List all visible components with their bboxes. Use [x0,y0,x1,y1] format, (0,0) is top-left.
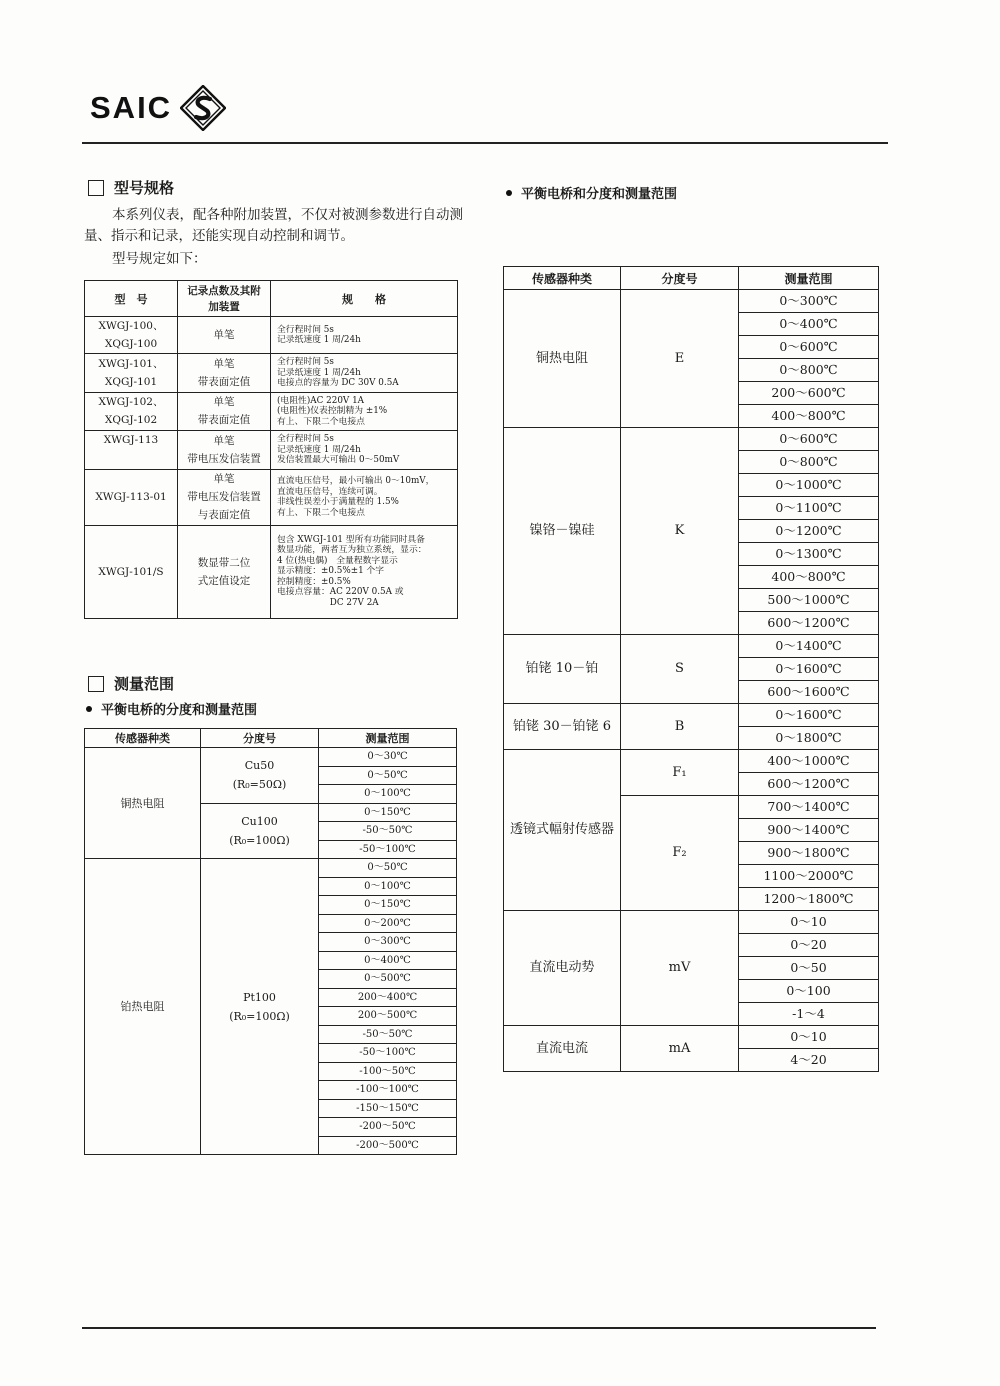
range-cell: 0～300℃ [319,933,457,952]
device-cell: 单笔 带表面定值 [178,392,271,431]
range-cell: 600～1200℃ [739,773,879,796]
spec-cell: 全行程时间 5s 记录纸速度 1 周/24h 电接点的容量为 DC 30V 0.5A [271,354,458,393]
square-checkbox-icon [88,180,104,196]
section-title-text: 测量范围 [114,675,175,693]
range-cell: 0～1200℃ [739,520,879,543]
table-row [504,1026,879,1049]
range-cell: 400～800℃ [739,405,879,428]
range-cell: 0～100 [739,980,879,1003]
range-cell: 200～500℃ [319,1007,457,1026]
model-cell: XWGJ-101、 XQGJ-101 [85,354,178,393]
range-cell: 0～800℃ [739,451,879,474]
table-row [85,525,458,618]
range-cell: 0～300℃ [739,290,879,313]
header-spec: 规 格 [271,281,458,317]
range-cell: 400～1000℃ [739,750,879,773]
range-cell: 0～800℃ [739,359,879,382]
header-range: 测量范围 [319,729,457,748]
range-cell: 0～1000℃ [739,474,879,497]
section-measure-range-title [88,673,174,694]
header-model: 型 号 [85,281,178,317]
intro-paragraph: 本系列仪表，配各种附加装置，不仅对被测参数进行自动测量、指示和记录，还能实现自动控制和调节。 [84,207,463,244]
range-cell: 0～50℃ [319,859,457,878]
index-cell: Pt100 (R₀=100Ω) [201,859,319,1155]
table-row [504,290,879,313]
range-cell: 0～1100℃ [739,497,879,520]
range-cell: -50～50℃ [319,822,457,841]
range-cell: 700～1400℃ [739,796,879,819]
range-cell: 0～1300℃ [739,543,879,566]
table-row [85,431,458,470]
bullet-dot-icon [86,706,92,712]
square-checkbox-icon [88,676,104,692]
range-cell: 900～1400℃ [739,819,879,842]
table-row [85,392,458,431]
range-cell: 0～30℃ [319,748,457,767]
range-cell: 0～100℃ [319,877,457,896]
model-cell: XWGJ-100、 XQGJ-100 [85,317,178,354]
index-cell: Cu50 (R₀=50Ω) [201,748,319,804]
right-range-table [503,266,879,1072]
spec-cell: 直流电压信号，最小可输出 0～10mV， 直流电压信号，连续可调。 非线性误差小于满量程的 1.5% 有上、下限二个电接点 [271,469,458,525]
range-cell: 0～100℃ [319,785,457,804]
range-cell: 0～600℃ [739,336,879,359]
range-cell: 0～10 [739,911,879,934]
range-cell: 0～500℃ [319,970,457,989]
sensor-type-cell: 铂铑 10－铂 [504,635,621,704]
range-cell: 0～1600℃ [739,704,879,727]
spec-cell: 全行程时间 5s 记录纸速度 1 周/24h [271,317,458,354]
header-logo [90,86,226,130]
range-cell: 0～1600℃ [739,658,879,681]
saic-diamond-s-logo-icon [180,85,226,131]
table-row [85,859,457,878]
range-cell: -100～100℃ [319,1081,457,1100]
range-cell: 600～1200℃ [739,612,879,635]
header-range: 测量范围 [739,267,879,290]
range-cell: 200～400℃ [319,988,457,1007]
index-cell: Cu100 (R₀=100Ω) [201,803,319,859]
range-cell: 500～1000℃ [739,589,879,612]
model-rule-intro: 型号规定如下： [112,251,207,267]
index-cell: mV [621,911,739,1026]
index-cell: F₂ [621,796,739,911]
range-cell: 0～20 [739,934,879,957]
range-cell: 0～10 [739,1026,879,1049]
index-cell: F₁ [621,750,739,796]
model-cell: XWGJ-102、 XQGJ-102 [85,392,178,431]
range-cell: -200～500℃ [319,1136,457,1155]
table-row [504,750,879,773]
section-title-text: 型号规格 [114,179,175,197]
left-range-table [84,728,457,1155]
range-cell: -1～4 [739,1003,879,1026]
bullet-dot-icon [506,190,512,196]
sensor-type-cell: 铂热电阻 [85,859,201,1155]
header-rule [82,142,888,144]
section-model-spec-title [88,177,174,198]
range-cell: 400～800℃ [739,566,879,589]
range-cell: 4～20 [739,1049,879,1072]
range-cell: -150～150℃ [319,1099,457,1118]
table-row [85,317,458,354]
index-cell: B [621,704,739,750]
sensor-type-cell: 镍铬－镍硅 [504,428,621,635]
range-cell: 0～150℃ [319,803,457,822]
spec-cell: 包含 XWGJ-101 型所有功能同时具备 数显功能，两者互为独立系统，显示： 4 位(热电偶) 全量程数字显示 显示精度：±0.5%±1 个字 控制精度：±0.5% 电接点容量：AC 220V 0.5A 或 DC 27V 2A [271,525,458,618]
model-cell: XWGJ-113-01 [85,469,178,525]
index-cell: K [621,428,739,635]
range-cell: 0～400℃ [319,951,457,970]
header-index: 分度号 [201,729,319,748]
device-cell: 单笔 带电压发信装置 与表面定值 [178,469,271,525]
range-cell: 0～600℃ [739,428,879,451]
spec-cell: (电阻性)AC 220V 1A (电阻性)仪表控制精为 ±1% 有上、下限二个电接点 [271,392,458,431]
range-cell: -50～100℃ [319,1044,457,1063]
range-cell: -50～50℃ [319,1025,457,1044]
range-cell: -200～50℃ [319,1118,457,1137]
brand-name: SAIC [90,90,173,125]
range-cell: 0～400℃ [739,313,879,336]
range-cell: 600～1600℃ [739,681,879,704]
range-cell: 0～50℃ [319,766,457,785]
range-cell: 900～1800℃ [739,842,879,865]
spec-cell: 全行程时间 5s 记录纸速度 1 周/24h 发信装置最大可输出 0～50mV [271,431,458,470]
model-cell: XWGJ-101/S [85,525,178,618]
range-cell: 200～600℃ [739,382,879,405]
table-row [504,704,879,727]
header-index: 分度号 [621,267,739,290]
table-row [504,911,879,934]
sensor-type-cell: 直流电动势 [504,911,621,1026]
table-row [85,469,458,525]
range-cell: 0～50 [739,957,879,980]
sensor-type-cell: 直流电流 [504,1026,621,1072]
device-cell: 单笔 带电压发信装置 [178,431,271,470]
table-row [85,748,457,767]
right-bullet-heading: 平衡电桥和分度和测量范围 [506,183,677,202]
footer-rule [82,1327,876,1329]
table-row [85,354,458,393]
range-cell: 1200～1800℃ [739,888,879,911]
table-row [504,635,879,658]
range-cell: -100～50℃ [319,1062,457,1081]
range-cell: 0～150℃ [319,896,457,915]
device-cell: 单笔 [178,317,271,354]
range-cell: 0～200℃ [319,914,457,933]
range-cell: 1100～2000℃ [739,865,879,888]
model-spec-table [84,280,458,619]
header-sensor: 传感器种类 [504,267,621,290]
sensor-type-cell: 铂铑 30－铂铑 6 [504,704,621,750]
sensor-type-cell: 铜热电阻 [504,290,621,428]
header-device: 记录点数及其附加装置 [178,281,271,317]
range-cell: -50～100℃ [319,840,457,859]
device-cell: 数显带二位 式定值设定 [178,525,271,618]
table-row [504,428,879,451]
range-cell: 0～1800℃ [739,727,879,750]
range-cell: 0～1400℃ [739,635,879,658]
device-cell: 单笔 带表面定值 [178,354,271,393]
sensor-type-cell: 铜热电阻 [85,748,201,859]
sensor-type-cell: 透镜式幅射传感器 [504,750,621,911]
model-cell: XWGJ-113 [85,431,178,470]
index-cell: S [621,635,739,704]
index-cell: E [621,290,739,428]
left-bullet-heading: 平衡电桥的分度和测量范围 [86,699,257,718]
index-cell: mA [621,1026,739,1072]
header-sensor: 传感器种类 [85,729,201,748]
